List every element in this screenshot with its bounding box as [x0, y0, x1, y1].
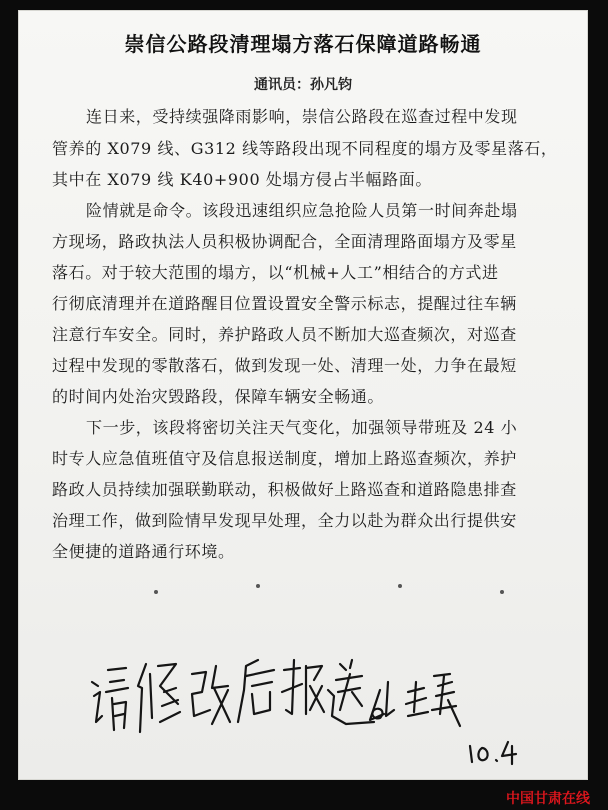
- paragraph-3-line-4: 治理工作，做到险情早发现早处理，全力以赴为群众出行提供安: [52, 511, 517, 530]
- watermark-logo: 中国甘肃在线: [506, 791, 590, 807]
- byline: 通讯员：孙凡钧: [254, 77, 352, 93]
- paragraph-1-line-3: 其中在 X079 线 K40+900 处塌方侵占半幅路面。: [52, 170, 432, 189]
- paragraph-2-line-7: 的时间内处治灾毁路段，保障车辆安全畅通。: [52, 387, 385, 406]
- paragraph-2-line-4: 行彻底清理并在道路醒目位置设置安全警示标志，提醒过往车辆: [52, 294, 517, 313]
- paragraph-1-line-1: 连日来，受持续强降雨影响，崇信公路段在巡查过程中发现: [86, 107, 518, 126]
- document-page: [18, 10, 588, 780]
- paragraph-3-line-2: 时专人应急值班值守及信息报送制度，增加上路巡查频次，养护: [52, 449, 517, 468]
- paragraph-3-line-1: 下一步，该段将密切关注天气变化，加强领导带班及 24 小: [86, 418, 518, 437]
- paragraph-2-line-6: 过程中发现的零散落石，做到发现一处、清理一处，力争在最短: [52, 356, 517, 375]
- paragraph-2-line-1: 险情就是命令。该段迅速组织应急抢险人员第一时间奔赴塌: [86, 201, 518, 220]
- paragraph-3-line-5: 全便捷的道路通行环境。: [52, 542, 235, 561]
- paragraph-2-line-3: 落石。对于较大范围的塌方，以“机械+人工”相结合的方式进: [52, 263, 499, 282]
- paragraph-2-line-2: 方现场，路政执法人员积极协调配合，全面清理路面塌方及零星: [52, 232, 517, 251]
- punch-mark: [500, 590, 504, 594]
- paragraph-3-line-3: 路政人员持续加强联勤联动，积极做好上路巡查和道路隐患排查: [52, 480, 517, 499]
- paragraph-2-line-5: 注意行车安全。同时，养护路政人员不断加大巡查频次，对巡查: [52, 325, 517, 344]
- document-title: 崇信公路段清理塌方落石保障道路畅通: [124, 32, 482, 56]
- paragraph-1-line-2: 管养的 X079 线、G312 线等路段出现不同程度的塌方及零星落石，: [52, 139, 558, 158]
- handwritten-signature-image: [88, 630, 528, 770]
- punch-mark: [154, 590, 158, 594]
- punch-mark: [398, 584, 402, 588]
- punch-mark: [256, 584, 260, 588]
